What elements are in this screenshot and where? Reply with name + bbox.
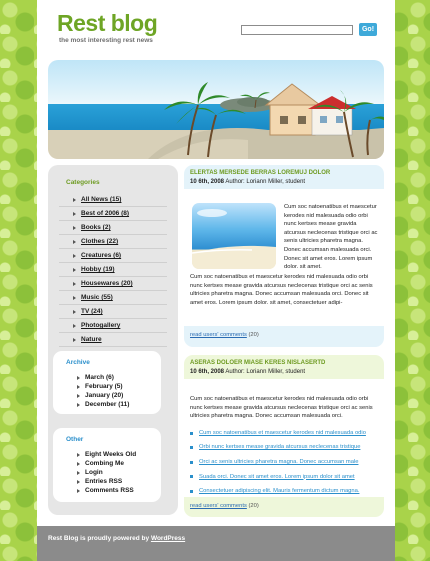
site-logo[interactable]: Rest blog	[57, 10, 158, 36]
arrow-right-icon	[73, 198, 76, 202]
category-item[interactable]: Best of 2006 (8)	[59, 207, 167, 221]
bullet-icon	[190, 446, 193, 449]
post-link[interactable]: Orci ac senis ultricies pharetra magna. Donec accumsan male	[190, 458, 378, 467]
arrow-right-icon	[77, 462, 80, 466]
arrow-right-icon	[77, 489, 80, 493]
archive-item[interactable]: February (5)	[59, 382, 155, 391]
post-header	[184, 355, 384, 379]
bullet-icon	[190, 490, 193, 493]
post-body	[184, 379, 384, 497]
category-item[interactable]: Books (2)	[59, 221, 167, 235]
beach-photo	[192, 203, 276, 269]
footer	[37, 526, 395, 561]
post-header	[184, 165, 384, 189]
beach-photo-art	[192, 203, 276, 269]
arrow-right-icon	[77, 376, 80, 380]
bullet-icon	[190, 461, 193, 464]
post-link[interactable]: Suada orci. Donec sit amet eros. Lorem ipsum dolor sit amet	[190, 473, 378, 482]
post-link[interactable]: Cum soc natoenatibus et maescetur kerodes nid malesuada odio	[190, 429, 378, 438]
bullet-icon	[190, 475, 193, 478]
arrow-right-icon	[73, 338, 76, 342]
post-1	[184, 165, 384, 347]
arrow-right-icon	[73, 282, 76, 286]
category-item[interactable]: Hobby (19)	[59, 263, 167, 277]
search-input[interactable]	[241, 25, 353, 35]
other-item[interactable]: Comments RSS	[59, 486, 155, 495]
archive-item[interactable]: March (6)	[59, 373, 155, 382]
arrow-right-icon	[77, 385, 80, 389]
category-item[interactable]: Photogallery	[59, 319, 167, 333]
category-item[interactable]: Creatures (6)	[59, 249, 167, 263]
arrow-right-icon	[77, 394, 80, 398]
post-link-list	[190, 429, 378, 496]
comments-count: (20)	[248, 332, 259, 338]
other-item[interactable]: Login	[59, 468, 155, 477]
footer-text: Rest Blog is proudly powered by WordPress	[48, 535, 186, 542]
arrow-right-icon	[77, 480, 80, 484]
arrow-right-icon	[73, 324, 76, 328]
other-item[interactable]: Eight Weeks Old	[59, 450, 155, 459]
other-title: Other	[66, 436, 84, 443]
category-item[interactable]: TV (24)	[59, 305, 167, 319]
other-item[interactable]: Entries RSS	[59, 477, 155, 486]
banner-illustration	[48, 60, 384, 159]
arrow-right-icon	[73, 296, 76, 300]
post-meta: 10 6th, 2008 Author: Loriann Miller, student	[190, 179, 306, 185]
archive-item[interactable]: January (20)	[59, 391, 155, 400]
arrow-right-icon	[77, 453, 80, 457]
arrow-right-icon	[73, 240, 76, 244]
category-item[interactable]: Housewares (20)	[59, 277, 167, 291]
category-item[interactable]: Music (55)	[59, 291, 167, 305]
arrow-right-icon	[73, 226, 76, 230]
arrow-right-icon	[73, 310, 76, 314]
post-text: Cum soc natoenatibus et maescetur kerodes nid malesuada odio orbi nunc kertses mease gravida atcursus neclecenas tristique orci ac senis ultricies pharetra magna. Donec accumsan malesuada orci.	[190, 396, 373, 420]
archive-box	[53, 351, 161, 414]
arrow-right-icon	[73, 268, 76, 272]
post-text: Cum soc natoenatibus et maescetur kerodes nid malesuada odio orbi nunc kertses mease gravida atcursus neclecenas tristique orci ac senis ultricies pharetra magna. Donec accumsan malesuada orci. Donec sit amet eros. Lorem ipsum dolor. sit amet, consectetuer adipi-	[190, 274, 373, 306]
post-link[interactable]: Orbi nunc kertses mease gravida atcursus neclecenas tristique	[190, 443, 378, 452]
post-link[interactable]: Consectetuer adipiscing elit. Mauris fermentum dictum magna.	[190, 487, 378, 496]
post-intro: Cum soc natoenatibus et maescetur kerodes nid malesuada odio orbi nunc kertses mease gravida atcursus neclecenas tristique orci ac senis ultricies pharetra magna. Donec accumsan malesuada orci. Donec sit amet eros. Lorem ipsum dolor. sit amet.	[284, 204, 378, 271]
post-2	[184, 355, 384, 517]
header-banner	[48, 60, 384, 159]
other-box	[53, 428, 161, 502]
categories-box	[53, 171, 173, 344]
other-item[interactable]: Combing Me	[59, 459, 155, 468]
page-container	[37, 0, 395, 561]
arrow-right-icon	[77, 403, 80, 407]
archive-item[interactable]: December (11)	[59, 400, 155, 409]
arrow-right-icon	[73, 254, 76, 258]
post-footer	[184, 326, 384, 344]
post-footer	[184, 497, 384, 515]
archive-title: Archive	[66, 359, 90, 366]
post-title[interactable]: ELERTAS MERSEDE BERRAS LOREMUJ DOLOR	[190, 170, 331, 176]
category-item[interactable]: All News (15)	[59, 193, 167, 207]
sidebar	[48, 165, 178, 515]
post-body	[184, 189, 384, 326]
arrow-right-icon	[73, 212, 76, 216]
read-comments-link[interactable]: read users' comments	[190, 503, 247, 509]
wordpress-link[interactable]: WordPress	[150, 535, 186, 542]
site-slogan: the most interesting rest news	[59, 37, 153, 44]
category-item[interactable]: Clothes (22)	[59, 235, 167, 249]
post-meta: 10 6th, 2008 Author: Loriann Miller, student	[190, 369, 306, 375]
bullet-icon	[190, 432, 193, 435]
category-item[interactable]: Nature	[59, 333, 167, 347]
search-button[interactable]: Go!	[359, 23, 377, 36]
arrow-right-icon	[77, 471, 80, 475]
read-comments-link[interactable]: read users' comments	[190, 332, 247, 338]
comments-count: (20)	[248, 503, 259, 509]
post-title[interactable]: ASERAS DOLOER MIASE KERES NISLASERTD	[190, 360, 326, 366]
categories-title: Categories	[66, 179, 100, 186]
